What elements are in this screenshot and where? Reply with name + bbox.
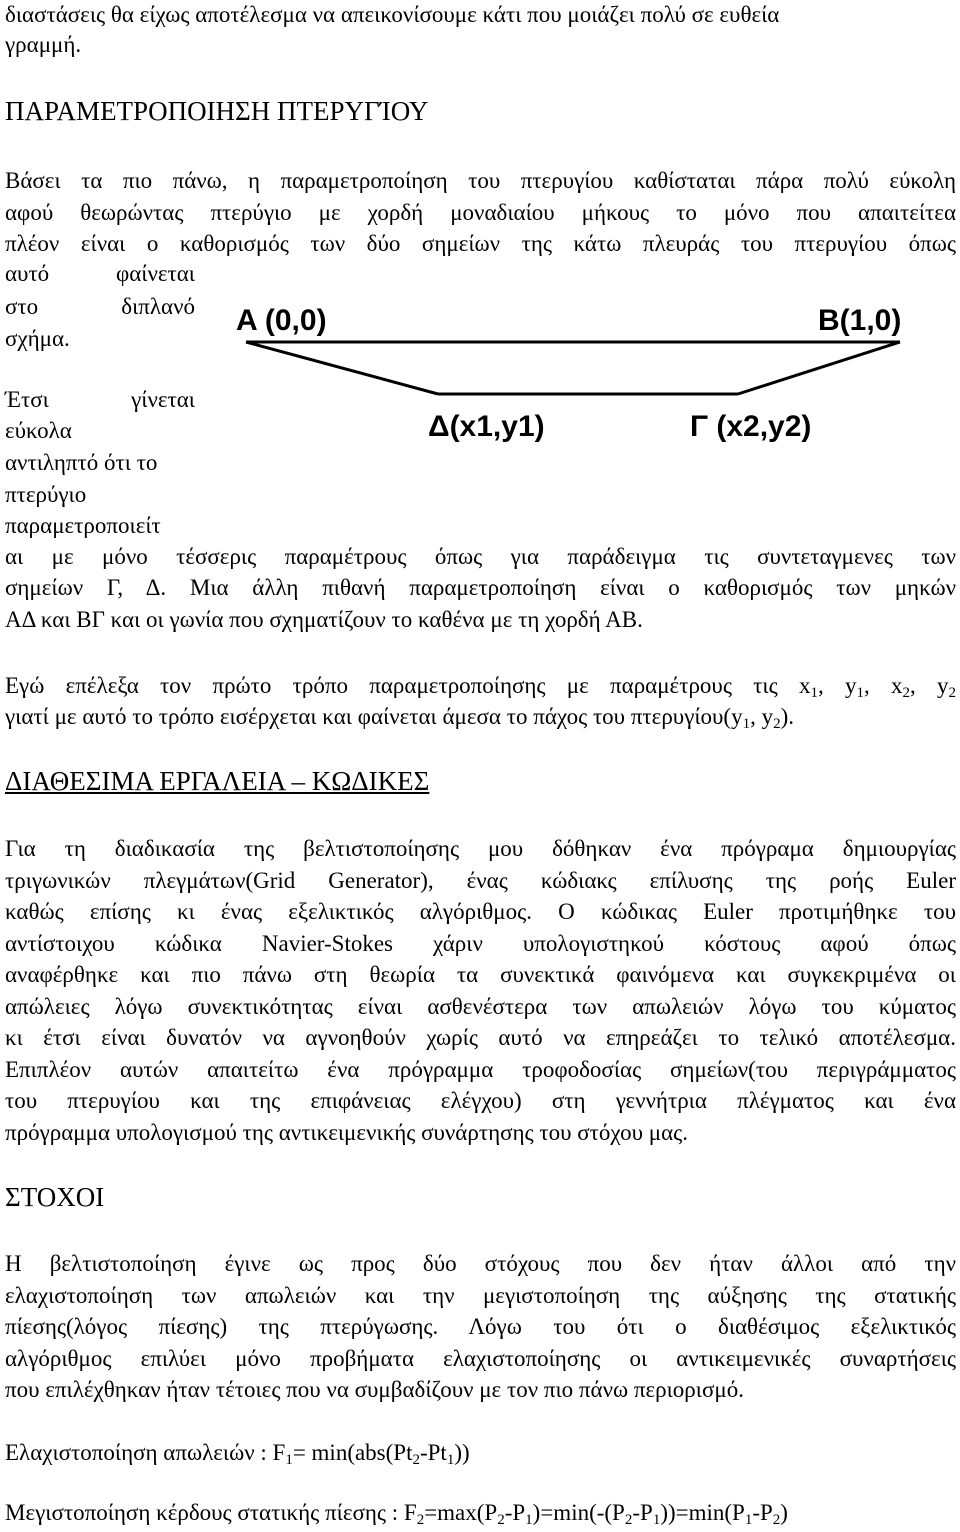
- formula-maximize-pressure: Μεγιστοποίηση κέρδους στατικής πίεσης : $F_2=\max(P_2-P_1)=\min(-(P_2-P_1))=\min(P_1-P_2)$: [5, 1500, 788, 1528]
- paragraph-line: ΑΔ και ΒΓ και οι γωνία που σχηματίζουν το καθένα με τη χορδή ΑΒ.: [5, 607, 643, 632]
- paragraph-line: που επιλέχθηκαν ήταν τέτοιες που να συμβαδίζουν με τον πιο πάνω περιορισμό.: [5, 1377, 744, 1402]
- section-heading-goals: ΣΤΟΧΟΙ: [5, 1182, 105, 1212]
- paragraph-line: παραμετροποιείτ: [5, 513, 161, 538]
- paragraph-line: εύκολα: [5, 418, 72, 443]
- paragraph-line: γραμμή.: [5, 32, 82, 57]
- point-d-label: Δ(x1,y1): [428, 410, 545, 443]
- paragraph-line: κι έτσι είναι δυνατόν να αγνοηθούν χωρίς αυτό να επηρεάζει το τελικό αποτέλεσμα.: [5, 1025, 956, 1050]
- paragraph-line: πρόγραμμα υπολογισμού της αντικειμενικής συνάρτησης του στόχου μας.: [5, 1120, 688, 1145]
- paragraph-line: ελαχιστοποίηση των απωλειών και την μεγιστοποίηση της αύξησης της στατικής: [5, 1283, 956, 1308]
- point-a-label: A (0,0): [236, 304, 327, 337]
- paragraph-line: αντίστοιχου κώδικα Navier-Stokes χάριν υπολογιστηκού κόστους αφού όπως: [5, 931, 956, 956]
- segment-a-d: [246, 342, 438, 394]
- paragraph-line: αλγόριθμος επιλύει μόνο προβήματα ελαχιστοποίησης οι αντικειμενικές συναρτήσεις: [5, 1346, 956, 1371]
- paragraph-line: πίεσης(λόγος πίεσης) της πτερύγωσης. Λόγω του ότι ο διαθέσιμος εξελικτικός: [5, 1314, 956, 1339]
- paragraph-line: τριγωνικών πλεγμάτων(Grid Generator), ένας κώδιακς επίλυσης της ροής Euler: [5, 868, 956, 893]
- paragraph-line: αντιληπτό ότι το: [5, 450, 158, 475]
- paragraph-line: πλέον είναι ο καθορισμός των δύο σημείων της κάτω πλευράς του πτερυγίου όπως: [5, 231, 956, 256]
- point-b-label: B(1,0): [818, 304, 902, 337]
- section-heading-parameterization: ΠΑΡΑΜΕΤΡΟΠΟΙΗΣΗ ΠΤΕΡΥΓΊΟΥ: [5, 96, 429, 126]
- paragraph-line: Έτσι γίνεται: [5, 387, 195, 412]
- paragraph-line: καθώς επίσης κι ένας εξελικτικός αλγόριθμος. Ο κώδικας Euler προτιμήθηκε του: [5, 899, 956, 924]
- paragraph-line: αναφέρθηκε και πιο πάνω στη θεωρία τα συνεκτικά φαινόμενα και συγκεκριμένα οι: [5, 962, 956, 987]
- segment-g-b: [738, 342, 900, 394]
- paragraph-line: σχήμα.: [5, 326, 70, 351]
- paragraph-line: στο διπλανό: [5, 294, 195, 319]
- paragraph-line: απώλειες λόγω συνεκτικότητας είναι ασθενέστερα των απωλειών λόγω του κύματος: [5, 994, 956, 1019]
- paragraph-line: αι με μόνο τέσσερις παραμέτρους όπως για παράδειγμα τις συντεταγμενες των: [5, 544, 956, 569]
- paragraph-line: διαστάσεις θα είχως αποτέλεσμα να απεικονίσουμε κάτι που μοιάζει πολύ σε ευθεία: [5, 2, 780, 27]
- paragraph-line: αφού θεωρώντας πτερύγιο με χορδή μοναδιαίου μήκους το μόνο που απαιτείτεα: [5, 200, 956, 225]
- paragraph-line: Για τη διαδικασία της βελτιστοποίησης μου δόθηκαν ένα πρόγραμα δημιουργίας: [5, 836, 956, 861]
- formula-minimize-losses: Ελαχιστοποίηση απωλειών : $F_1= \min(abs(Pt_2-Pt_1))$: [5, 1440, 470, 1468]
- paragraph-line: Επιπλέον αυτών απαιτείτω ένα πρόγραμμα τροφοδοσίας σημείων(του περιγράμματος: [5, 1057, 956, 1082]
- airfoil-outline: [246, 342, 900, 394]
- paragraph-line: πτερύγιο: [5, 482, 87, 507]
- paragraph-line: του πτερυγίου και της επιφάνειας ελέγχου) στη γεννήτρια πλέγματος και ένα: [5, 1088, 956, 1113]
- paragraph-line-thickness: γιατί με αυτό το τρόπο εισέρχεται και φαίνεται άμεσα το πάχος του $\pi\tau\varepsilon\rho\upsilon\gamma ίo\upsilon(y_1$, $y_2$).: [5, 704, 795, 732]
- paragraph-line-parameters: Εγώ επέλεξα τον πρώτο τρόπο παραμετροποίησης με παραμέτρους τις $x_1$, $y_1$, $x_2$, $y_2$: [5, 673, 957, 701]
- paragraph-line: Η βελτιστοποίηση έγινε ως προς δύο στόχους που δεν ήταν άλλοι από την: [5, 1251, 956, 1276]
- paragraph-line: σημείων Γ, Δ. Μια άλλη πιθανή παραμετροποίηση είναι ο καθορισμός των μηκών: [5, 575, 956, 600]
- paragraph-line: αυτό φαίνεται: [5, 261, 195, 286]
- point-g-label: Γ (x2,y2): [690, 410, 812, 443]
- airfoil-parameter-diagram: [228, 290, 960, 536]
- paragraph-line: Βάσει τα πιο πάνω, η παραμετροποίηση του πτερυγίου καθίσταται πάρα πολύ εύκολη: [5, 168, 956, 193]
- section-heading-tools: ΔΙΑΘΕΣΙΜΑ ΕΡΓΑΛΕΙΑ – ΚΩΔΙΚΕΣ: [5, 766, 430, 796]
